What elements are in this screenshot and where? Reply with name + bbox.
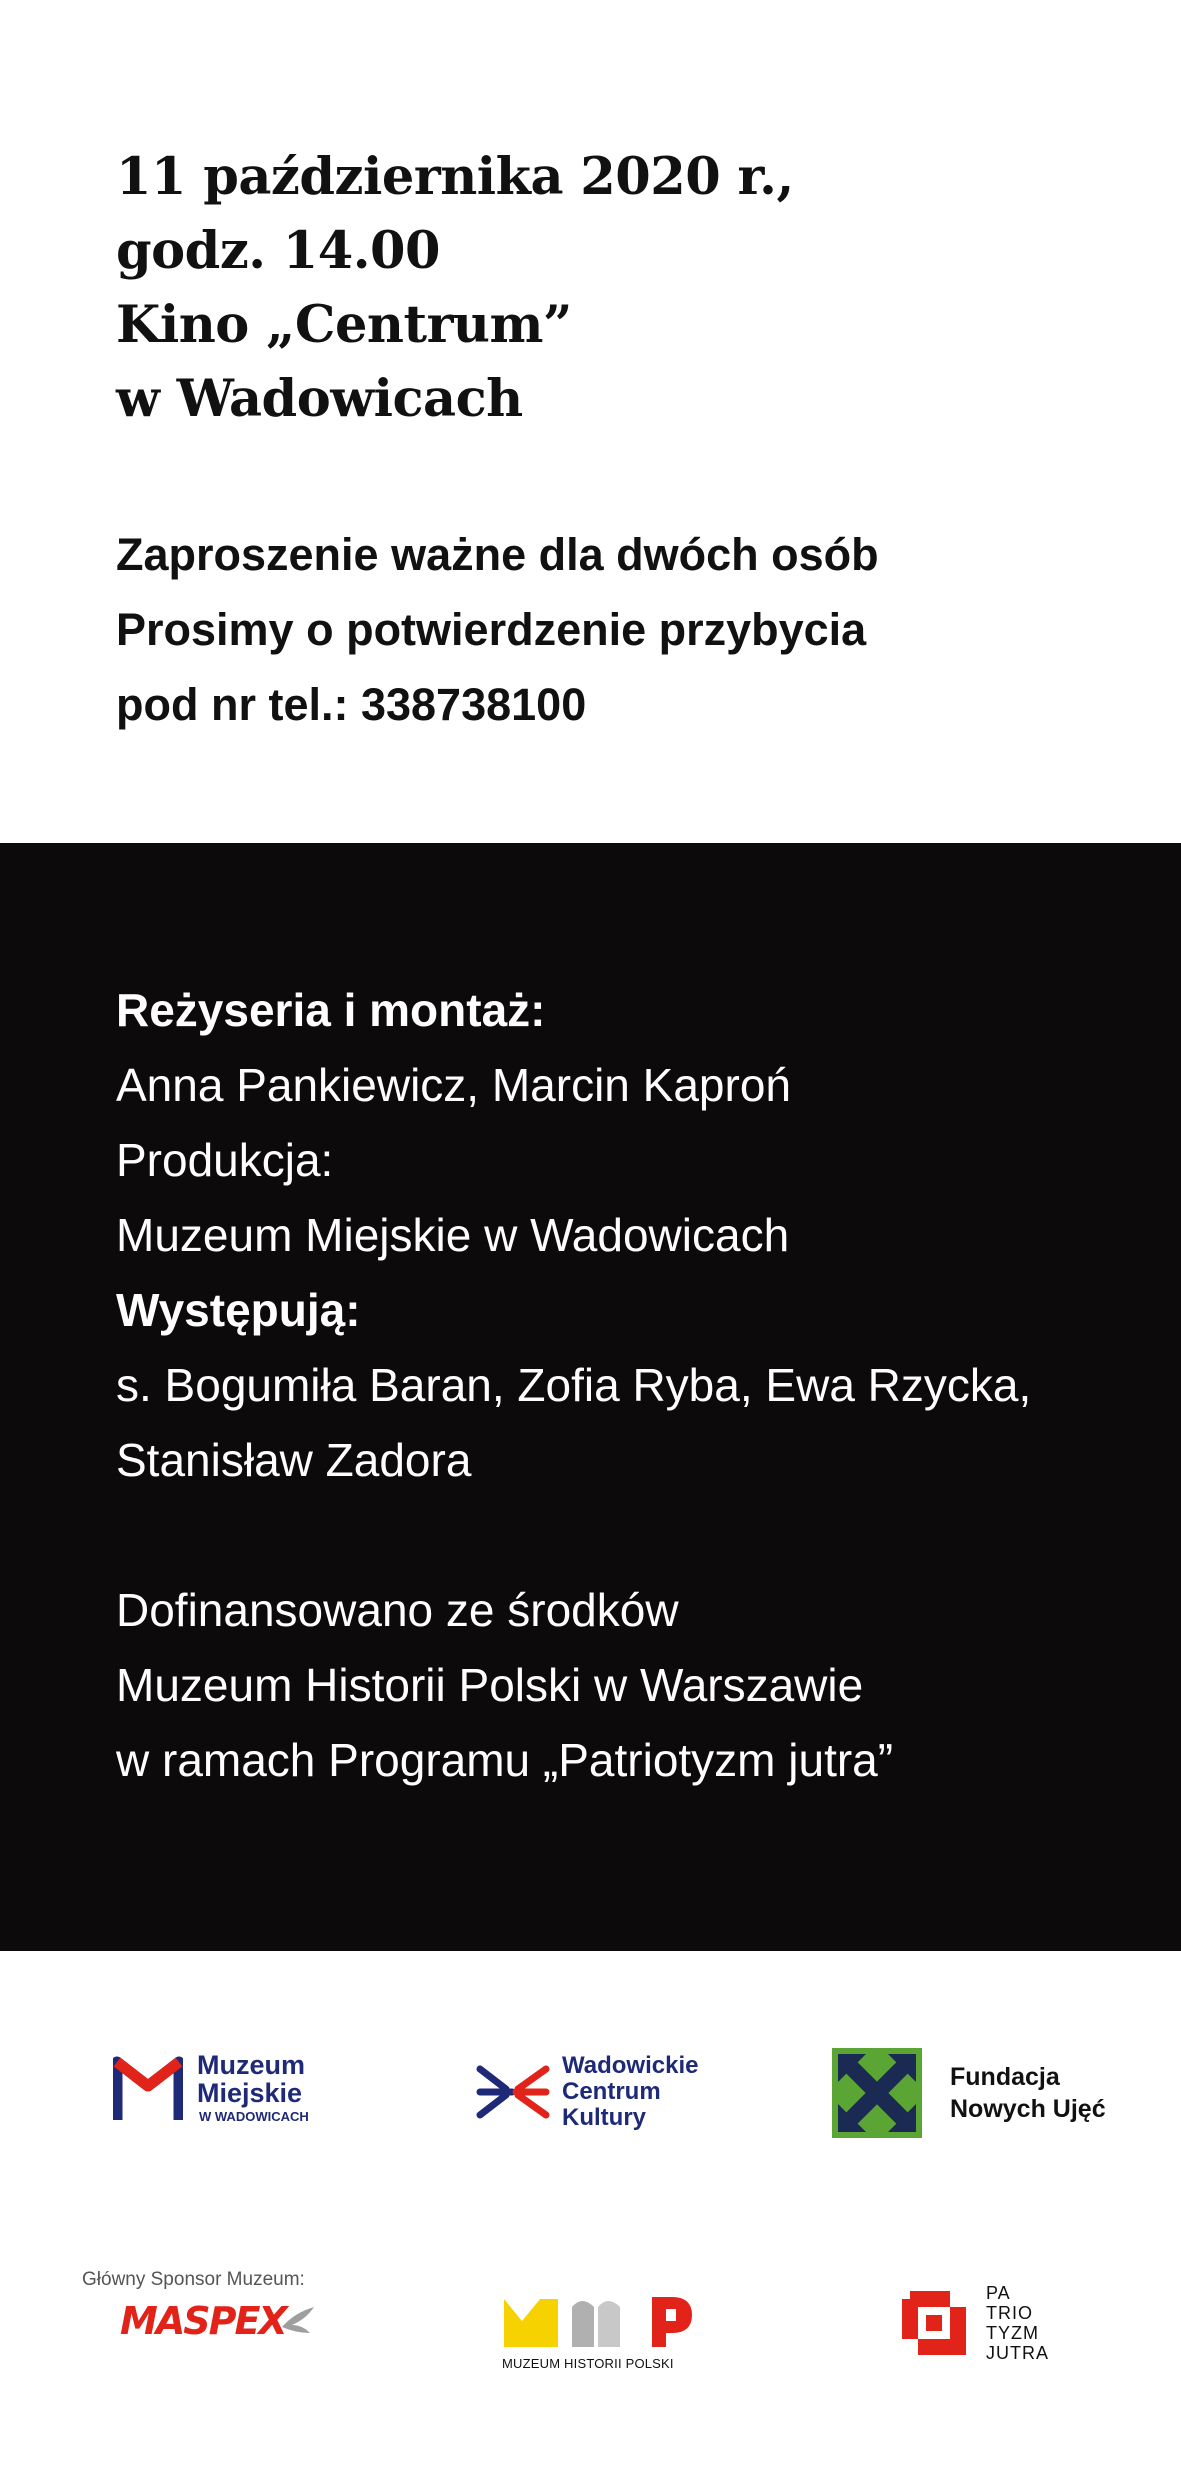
logo-patriotyzm-jutra [894, 2283, 1049, 2363]
logo-muzeum-miejskie [113, 2051, 309, 2127]
mmw-line2: Miejskie [197, 2078, 303, 2108]
funding-line: Dofinansowano ze środków [116, 1584, 679, 1636]
pj-line3: TYZM [986, 2323, 1039, 2343]
direction-names: Anna Pankiewicz, Marcin Kaproń [116, 1059, 791, 1111]
wck-line2: Centrum [562, 2078, 661, 2105]
maspex-bird-icon [280, 2303, 316, 2339]
invitation-phone: pod nr tel.: 338738100 [116, 679, 587, 730]
event-venue: Kino „Centrum” [116, 295, 572, 355]
wck-line3: Kultury [562, 2104, 646, 2131]
event-time: godz. 14.00 [116, 221, 441, 281]
mmw-line3: W WADOWICACH [199, 2109, 309, 2124]
event-date: 11 października 2020 r., [116, 147, 794, 207]
sponsor-label: Główny Sponsor Muzeum: [82, 2269, 305, 2290]
fnu-line2: Nowych Ujęć [950, 2095, 1106, 2123]
fnu-line1: Fundacja [950, 2063, 1060, 2091]
pj-line2: TRIO [986, 2303, 1033, 2323]
pj-pixel-icon [894, 2283, 974, 2363]
funding-line: Muzeum Historii Polski w Warszawie [116, 1659, 864, 1711]
invitation-line: Prosimy o potwierdzenie przybycia [116, 604, 867, 655]
logo-wck [476, 2053, 698, 2131]
wck-arrows-icon [476, 2059, 550, 2125]
spacer [116, 1498, 1031, 1573]
cast-names: Stanisław Zadora [116, 1434, 472, 1486]
event-city: w Wadowicach [116, 369, 523, 429]
funding-line: w ramach Programu „Patriotyzm jutra” [116, 1734, 894, 1786]
cast-names: s. Bogumiła Baran, Zofia Ryba, Ewa Rzycka, [116, 1359, 1032, 1411]
logo-mhp [502, 2293, 694, 2371]
mhp-letters-icon [502, 2293, 694, 2349]
maspex-text: MASPEX [120, 2299, 286, 2343]
production-label: Produkcja: [116, 1134, 334, 1186]
mmw-line1: Muzeum [197, 2050, 305, 2080]
credits-text [116, 973, 1031, 1798]
invitation-text [116, 517, 879, 742]
mmw-m-icon [113, 2056, 183, 2122]
event-section [0, 0, 1181, 843]
pj-line4: JUTRA [986, 2343, 1049, 2363]
mhp-text: MUZEUM HISTORII POLSKI [502, 2356, 674, 2371]
fnu-cross-arrows-icon [832, 2048, 922, 2138]
credits-section [0, 843, 1181, 1951]
invitation-line: Zaproszenie ważne dla dwóch osób [116, 529, 879, 580]
logo-fundacja [832, 2048, 1106, 2138]
partner-logos [0, 1951, 1181, 2480]
logo-maspex [120, 2299, 316, 2343]
pj-line1: PA [986, 2283, 1011, 2303]
production-name: Muzeum Miejskie w Wadowicach [116, 1209, 790, 1261]
wck-line1: Wadowickie [562, 2052, 699, 2079]
direction-label: Reżyseria i montaż: [116, 984, 546, 1036]
cast-label: Występują: [116, 1284, 361, 1336]
event-details [116, 140, 794, 436]
